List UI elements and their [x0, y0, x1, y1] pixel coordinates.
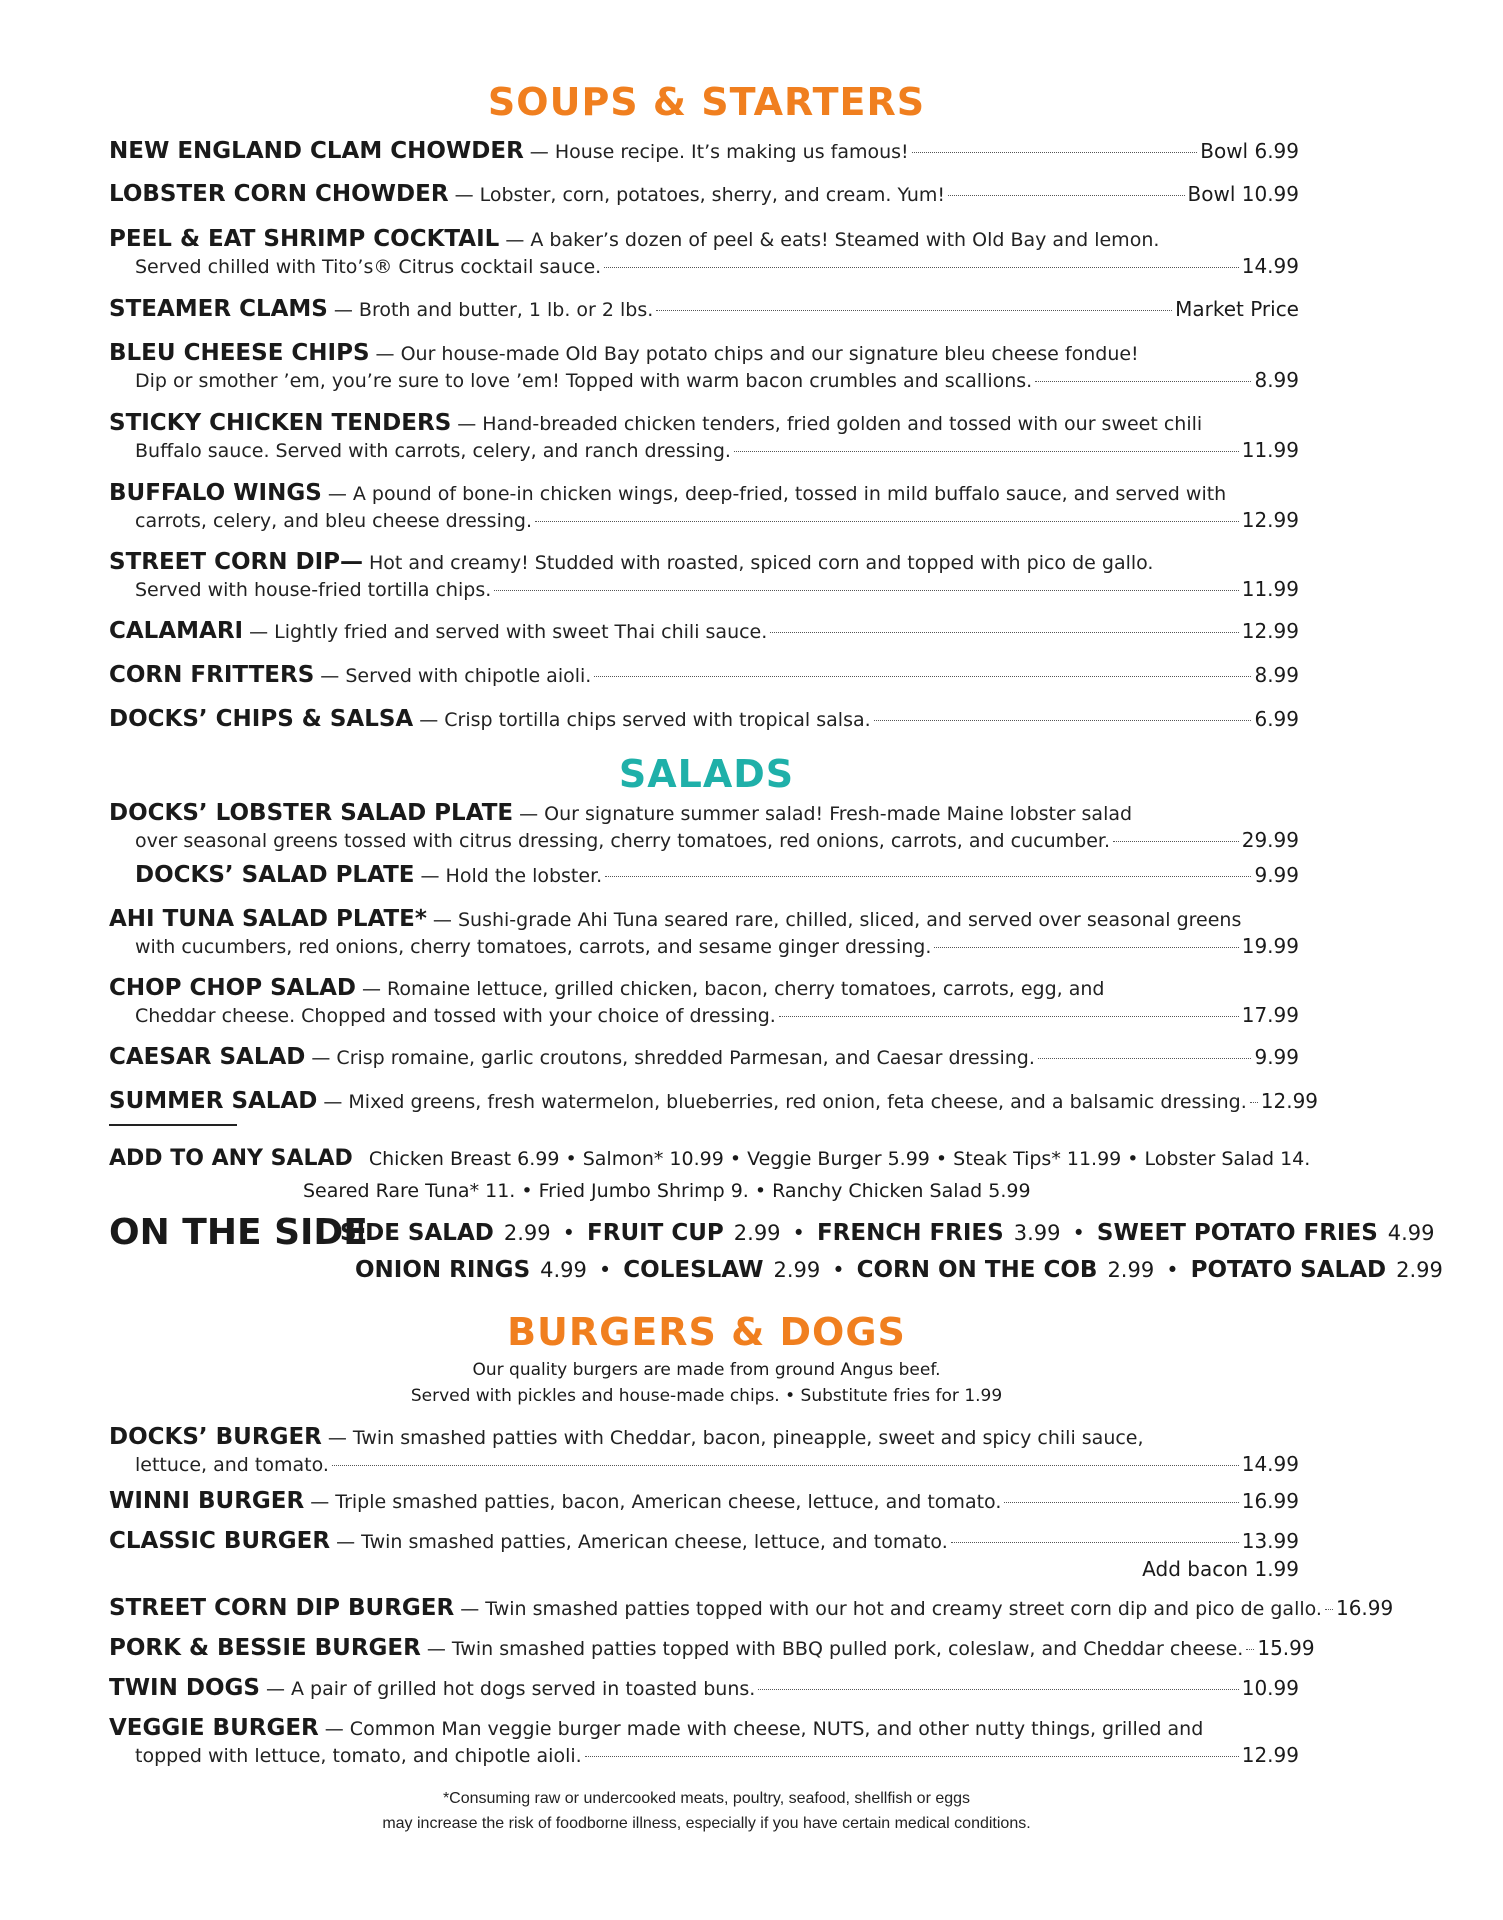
side-separator: •	[1072, 1221, 1085, 1245]
menu-item	[109, 1715, 1299, 1769]
dot-leader	[734, 451, 1239, 452]
menu-item	[135, 862, 1299, 889]
menu-item	[109, 340, 1299, 394]
menu-item	[109, 1635, 1315, 1662]
item-price: 9.99	[1254, 1045, 1299, 1069]
menu-item	[109, 906, 1299, 960]
side-name: POTATO SALAD	[1190, 1257, 1387, 1283]
item-name: AHI TUNA SALAD PLATE*	[109, 906, 427, 932]
dot-leader	[1325, 1609, 1333, 1610]
item-price: 12.99	[1260, 1089, 1319, 1113]
item-description-cont: carrots, celery, and bleu cheese dressing.	[135, 510, 533, 532]
item-name: BUFFALO WINGS	[109, 480, 322, 506]
item-name: SUMMER SALAD	[109, 1088, 318, 1114]
menu-item	[109, 296, 1299, 323]
dot-leader	[1246, 1649, 1254, 1650]
menu-item	[109, 800, 1299, 854]
salads-title: SALADS	[618, 752, 795, 796]
dot-leader	[1113, 841, 1239, 842]
menu-item	[109, 181, 1299, 208]
burgers-intro-1: Our quality burgers are made from ground Angus beef.	[472, 1360, 941, 1380]
dot-leader	[874, 720, 1252, 721]
item-description: — A pair of grilled hot dogs served in toasted buns.	[265, 1678, 756, 1700]
addons-line-2: Seared Rare Tuna* 11. • Fried Jumbo Shrimp 9. • Ranchy Chicken Salad 5.99	[303, 1180, 1031, 1202]
item-description: — Sushi-grade Ahi Tuna seared rare, chilled, sliced, and served over seasonal greens	[432, 909, 1242, 931]
item-name: WINNI BURGER	[109, 1488, 305, 1514]
side-name: COLESLAW	[623, 1257, 764, 1283]
side-price: 2.99	[503, 1221, 551, 1245]
side-price: 2.99	[733, 1221, 781, 1245]
side-price: 3.99	[1013, 1221, 1061, 1245]
menu-item	[109, 1044, 1299, 1071]
item-description-cont: over seasonal greens tossed with citrus dressing, cherry tomatoes, red onions, carrots, and cucumber.	[135, 830, 1110, 852]
item-description: — Crisp tortilla chips served with tropical salsa.	[419, 709, 871, 731]
dot-leader	[494, 590, 1238, 591]
item-description: — Served with chipotle aioli.	[320, 665, 592, 687]
item-description: — Lightly fried and served with sweet Thai chili sauce.	[249, 621, 768, 643]
item-name: CLASSIC BURGER	[109, 1528, 331, 1554]
item-price: 17.99	[1241, 1003, 1299, 1027]
dot-leader	[770, 632, 1238, 633]
item-description: — Triple smashed patties, bacon, American cheese, lettuce, and tomato.	[310, 1491, 1002, 1513]
item-price: 29.99	[1241, 828, 1299, 852]
soups-title: SOUPS & STARTERS	[487, 80, 926, 124]
item-price: 16.99	[1335, 1596, 1394, 1620]
side-price: 4.99	[1387, 1221, 1435, 1245]
side-name: CORN ON THE COB	[856, 1257, 1098, 1283]
addons-divider	[109, 1124, 237, 1126]
dot-leader	[1004, 1502, 1238, 1503]
menu-item	[109, 1424, 1299, 1478]
item-price: Market Price	[1175, 297, 1299, 321]
addons-options: Chicken Breast 6.99 • Salmon* 10.99 • Veggie Burger 5.99 • Steak Tips* 11.99 • Lobster Salad 14.	[368, 1148, 1311, 1170]
dot-leader	[604, 267, 1239, 268]
menu-item	[109, 975, 1299, 1029]
item-name: CORN FRITTERS	[109, 662, 315, 688]
item-name: DOCKS’ CHIPS & SALSA	[109, 706, 414, 732]
item-description: — Romaine lettuce, grilled chicken, bacon, cherry tomatoes, carrots, egg, and	[362, 978, 1105, 1000]
dot-leader	[948, 195, 1184, 196]
item-description-cont: Buffalo sauce. Served with carrots, celery, and ranch dressing.	[135, 440, 731, 462]
menu-item	[109, 706, 1299, 733]
item-description: — Twin smashed patties topped with BBQ pulled pork, coleslaw, and Cheddar cheese.	[426, 1638, 1244, 1660]
item-price: 11.99	[1241, 438, 1299, 462]
side-price: 2.99	[1396, 1258, 1443, 1282]
item-price: 6.99	[1254, 707, 1299, 731]
item-description: — House recipe. It’s making us famous!	[529, 141, 909, 163]
side-name: FRUIT CUP	[587, 1220, 724, 1246]
item-description: — A pound of bone-in chicken wings, deep-fried, tossed in mild buffalo sauce, and served with	[327, 483, 1227, 505]
item-description: — Twin smashed patties with Cheddar, bacon, pineapple, sweet and spicy chili sauce,	[327, 1427, 1144, 1449]
side-price: 2.99	[773, 1258, 821, 1282]
item-name: CHOP CHOP SALAD	[109, 975, 357, 1001]
item-description-cont: Served chilled with Tito’s® Citrus cocktail sauce.	[135, 256, 602, 278]
item-description: — Our house-made Old Bay potato chips and our signature bleu cheese fondue!	[375, 343, 1139, 365]
sides-title: ON THE SIDE	[109, 1212, 368, 1253]
item-name: STICKY CHICKEN TENDERS	[109, 410, 452, 436]
item-name: CAESAR SALAD	[109, 1044, 306, 1070]
side-separator: •	[562, 1221, 576, 1245]
side-separator: •	[792, 1221, 805, 1245]
item-price: 10.99	[1241, 1676, 1299, 1700]
item-description: — Lobster, corn, potatoes, sherry, and cream. Yum!	[454, 184, 946, 206]
item-description: — Crisp romaine, garlic croutons, shredded Parmesan, and Caesar dressing.	[311, 1047, 1035, 1069]
item-description-cont: topped with lettuce, tomato, and chipotle aioli.	[135, 1745, 582, 1767]
item-name: PEEL & EAT SHRIMP COCKTAIL	[109, 226, 500, 252]
addons-line-1	[109, 1146, 1309, 1171]
menu-item	[109, 410, 1299, 464]
add-bacon-note: Add bacon 1.99	[1142, 1557, 1299, 1581]
item-price: 12.99	[1241, 1743, 1299, 1767]
menu-item	[109, 480, 1299, 534]
item-name: BLEU CHEESE CHIPS	[109, 340, 370, 366]
dot-leader	[1250, 1102, 1258, 1103]
item-price: 13.99	[1241, 1529, 1299, 1553]
item-description: — Twin smashed patties, American cheese, lettuce, and tomato.	[336, 1531, 948, 1553]
side-separator: •	[598, 1258, 612, 1282]
side-separator: •	[1166, 1258, 1179, 1282]
dot-leader	[758, 1689, 1238, 1690]
item-description-cont: Served with house-fried tortilla chips.	[135, 579, 492, 601]
side-separator: •	[832, 1258, 845, 1282]
item-price: 11.99	[1241, 577, 1299, 601]
dot-leader	[951, 1542, 1239, 1543]
item-name: STREET CORN DIP—	[109, 549, 363, 575]
item-description: — Our signature summer salad! Fresh-made Maine lobster salad	[519, 803, 1133, 825]
item-description-cont: Cheddar cheese. Chopped and tossed with your choice of dressing.	[135, 1005, 776, 1027]
menu-item	[109, 618, 1299, 645]
dot-leader	[585, 1756, 1239, 1757]
item-price: 15.99	[1257, 1636, 1315, 1660]
menu-item	[109, 1595, 1394, 1622]
menu-item	[109, 138, 1299, 165]
side-name: FRENCH FRIES	[816, 1220, 1004, 1246]
burgers-title: BURGERS & DOGS	[507, 1310, 906, 1354]
item-price: 9.99	[1254, 863, 1299, 887]
item-description: — Mixed greens, fresh watermelon, blueberries, red onion, feta cheese, and a balsamic dressing.	[323, 1091, 1247, 1113]
item-description-cont: Dip or smother ’em, you’re sure to love ’em! Topped with warm bacon crumbles and scallions.	[135, 370, 1033, 392]
item-name: STEAMER CLAMS	[109, 296, 328, 322]
item-description: — A baker’s dozen of peel & eats! Steamed with Old Bay and lemon.	[505, 229, 1160, 251]
item-price: 12.99	[1241, 619, 1299, 643]
item-description: — Broth and butter, 1 lb. or 2 lbs.	[333, 299, 654, 321]
item-name: NEW ENGLAND CLAM CHOWDER	[109, 138, 524, 164]
item-name: STREET CORN DIP BURGER	[109, 1595, 455, 1621]
sides-row-2	[355, 1257, 1443, 1283]
dot-leader	[605, 876, 1251, 877]
item-name: DOCKS’ BURGER	[109, 1424, 322, 1450]
item-name: CALAMARI	[109, 618, 244, 644]
disclaimer-line-2: may increase the risk of foodborne illness, especially if you have certain medical conditions.	[382, 1815, 1031, 1832]
item-name: DOCKS’ SALAD PLATE	[135, 862, 415, 888]
menu-item	[109, 549, 1299, 603]
item-price: 19.99	[1241, 934, 1299, 958]
item-price: Bowl 6.99	[1200, 139, 1299, 163]
menu-item	[109, 1528, 1299, 1555]
item-name: LOBSTER CORN CHOWDER	[109, 181, 449, 207]
item-description-cont: lettuce, and tomato.	[135, 1454, 329, 1476]
item-name: DOCKS’ LOBSTER SALAD PLATE	[109, 800, 514, 826]
item-name: PORK & BESSIE BURGER	[109, 1635, 421, 1661]
dot-leader	[332, 1465, 1239, 1466]
menu-item	[109, 226, 1299, 280]
side-name: SIDE SALAD	[340, 1220, 494, 1246]
menu-item	[109, 1088, 1319, 1115]
side-price: 4.99	[540, 1258, 587, 1282]
side-price: 2.99	[1107, 1258, 1155, 1282]
item-description-cont: with cucumbers, red onions, cherry tomatoes, carrots, and sesame ginger dressing.	[135, 936, 932, 958]
side-name: SWEET POTATO FRIES	[1096, 1220, 1378, 1246]
dot-leader	[779, 1016, 1239, 1017]
dot-leader	[594, 676, 1251, 677]
item-description: — Hand-breaded chicken tenders, fried golden and tossed with our sweet chili	[457, 413, 1203, 435]
burgers-intro-2: Served with pickles and house-made chips. • Substitute fries for 1.99	[410, 1386, 1003, 1406]
item-description: — Hold the lobster.	[420, 865, 603, 887]
addons-label: ADD TO ANY SALAD	[109, 1146, 353, 1171]
item-price: 14.99	[1241, 254, 1299, 278]
item-price: 8.99	[1254, 368, 1299, 392]
side-name: ONION RINGS	[355, 1257, 531, 1283]
item-description: Hot and creamy! Studded with roasted, spiced corn and topped with pico de gallo.	[369, 552, 1154, 574]
item-price: 14.99	[1241, 1452, 1299, 1476]
item-price: 12.99	[1241, 508, 1299, 532]
dot-leader	[656, 310, 1172, 311]
menu-item	[109, 1488, 1299, 1515]
item-description: — Twin smashed patties topped with our hot and creamy street corn dip and pico de gallo.	[460, 1598, 1322, 1620]
item-price: 16.99	[1241, 1489, 1299, 1513]
item-price: Bowl 10.99	[1187, 182, 1299, 206]
dot-leader	[1035, 381, 1251, 382]
menu-item	[109, 1675, 1299, 1702]
dot-leader	[535, 521, 1239, 522]
dot-leader	[1038, 1058, 1252, 1059]
disclaimer-line-1: *Consuming raw or undercooked meats, poultry, seafood, shellfish or eggs	[442, 1790, 971, 1807]
item-description: — Common Man veggie burger made with cheese, NUTS, and other nutty things, grilled and	[324, 1718, 1204, 1740]
item-name: TWIN DOGS	[109, 1675, 260, 1701]
dot-leader	[912, 152, 1198, 153]
item-name: VEGGIE BURGER	[109, 1715, 319, 1741]
dot-leader	[934, 947, 1238, 948]
item-price: 8.99	[1254, 663, 1299, 687]
menu-item	[109, 662, 1299, 689]
sides-row-1	[340, 1220, 1435, 1246]
